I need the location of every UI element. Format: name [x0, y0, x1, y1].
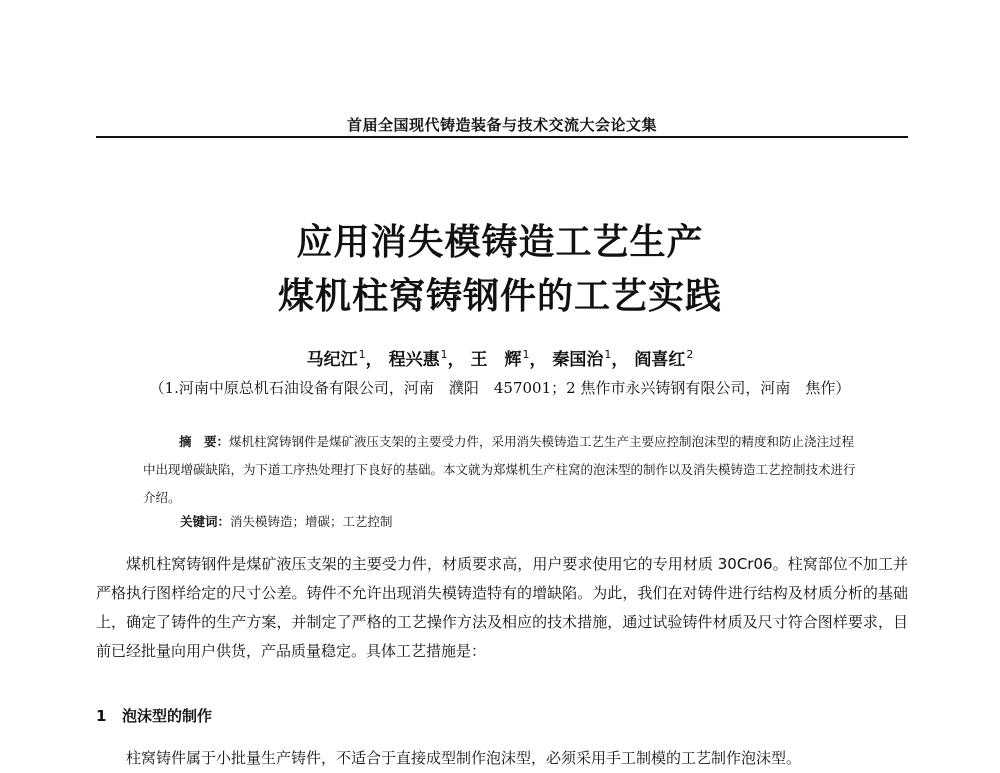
author-name: 阎喜红	[634, 350, 686, 370]
author-name: 秦国治	[552, 350, 604, 370]
keywords-label: 关键词：	[180, 514, 231, 529]
body-paragraph: 煤机柱窝铸钢件是煤矿液压支架的主要受力件，材质要求高，用户要求使用它的专用材质 30Cr06。柱窝部位不加工并严格执行图样给定的尺寸公差。铸件不允许出现消失模铸造特有的增缺陷。为此，我们在对铸件进行结构及材质分析的基础上，确定了铸件的生产方案，并制定了严格的工艺操作方法及相应的技术措施，通过试验铸件材质及尺寸符合图样要求，目前已经批量向用户供货，产品质量稳定。具体工艺措施是：	[96, 555, 908, 660]
abstract	[143, 428, 859, 512]
author-affiliation-mark: 2	[686, 348, 694, 362]
section-number: 1	[96, 707, 107, 725]
author-name: 程兴惠	[388, 350, 440, 370]
author-affiliation-mark: 1	[440, 348, 448, 362]
author-affiliation-mark: 1	[358, 348, 366, 362]
author-affiliation-mark: 1	[522, 348, 530, 362]
author-name: 王 辉	[470, 350, 522, 370]
section-heading	[96, 705, 212, 726]
abstract-text: 煤机柱窝铸钢件是煤矿液压支架的主要受力件，采用消失模铸造工艺生产主要应控制泡沫型的精度和防止浇注过程中出现增碳缺陷，为下道工序热处理打下良好的基础。本文就为郑煤机生产柱窝的泡沫型的制作以及消失模铸造工艺控制技术进行介绍。	[143, 434, 856, 505]
keywords-text: 消失模铸造；增碳；工艺控制	[230, 514, 393, 529]
body-paragraph-truncated: 柱窝铸件属于小批量生产铸件，不适合于直接成型制作泡沫型，必须采用手工制模的工艺制作泡沫型。	[126, 749, 802, 767]
header-rule	[96, 136, 908, 138]
running-head: 首届全国现代铸造装备与技术交流大会论文集	[346, 116, 657, 134]
author-name: 马纪江	[306, 350, 358, 370]
affiliation: （1.河南中原总机石油设备有限公司，河南 濮阳 457001；2 焦作市永兴铸钢有限公司，河南 焦作）	[149, 379, 851, 397]
paper-title-line-2: 煤机柱窝铸钢件的工艺实践	[277, 276, 722, 317]
author-list: 马纪江$^1$， 程兴惠$^1$， 王 辉$^1$， 秦国治$^1$， 阎喜红$^2$	[306, 348, 694, 370]
author-affiliation-mark: 1	[604, 348, 612, 362]
paper-title-line-1: 应用消失模铸造工艺生产	[296, 222, 704, 263]
section-title: 泡沫型的制作	[122, 707, 213, 725]
abstract-label: 摘 要：	[179, 434, 230, 449]
keywords	[180, 512, 860, 530]
